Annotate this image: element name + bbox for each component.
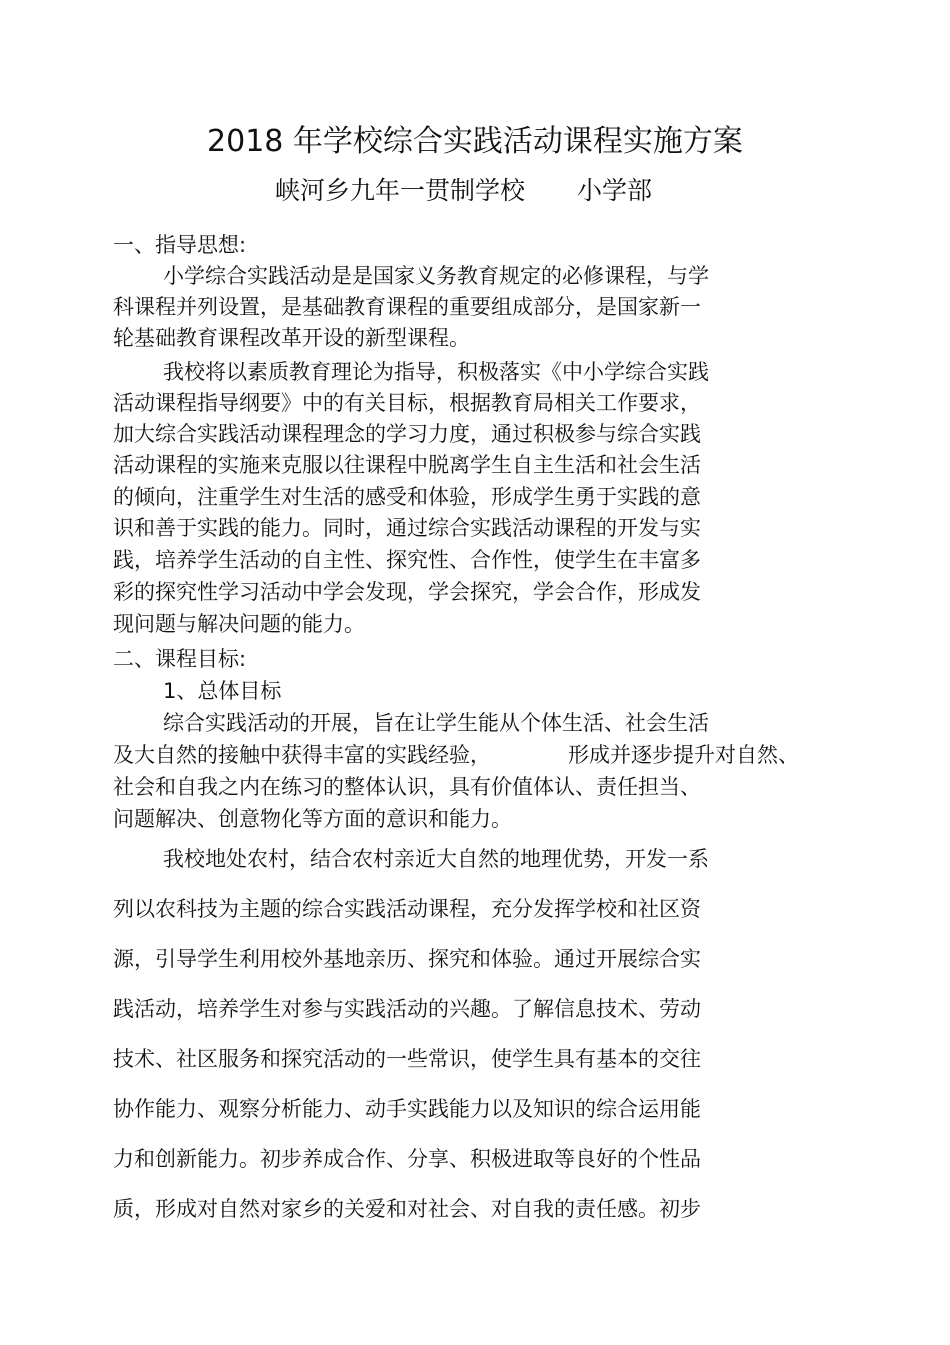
school-name: 峡河乡九年一贯制学校 (275, 176, 526, 205)
text-line: 质，形成对自然对家乡的关爱和对社会、对自我的责任感。初步 (113, 1197, 701, 1221)
document-subtitle (275, 174, 652, 208)
text-line: 综合实践活动的开展，旨在让学生能从个体生活、社会生活 (163, 711, 709, 735)
text-line: 小学综合实践活动是是国家义务教育规定的必修课程，与学 (163, 264, 709, 288)
text-line: 列以农科技为主题的综合实践活动课程，充分发挥学校和社区资 (113, 897, 701, 921)
text-line: 加大综合实践活动课程理念的学习力度，通过积极参与综合实践 (113, 422, 701, 446)
text-line: 彩的探究性学习活动中学会发现，学会探究，学会合作，形成发 (113, 580, 701, 604)
text-line: 轮基础教育课程改革开设的新型课程。 (113, 326, 470, 350)
text-line: 活动课程的实施来克服以往课程中脱离学生自主生活和社会生活 (113, 453, 701, 477)
text-line: 技术、社区服务和探究活动的一些常识，使学生具有基本的交往 (113, 1047, 701, 1071)
text-line: 问题解决、创意物化等方面的意识和能力。 (113, 807, 512, 831)
text-line: 科课程并列设置，是基础教育课程的重要组成部分，是国家新一 (113, 295, 701, 319)
text-line: 践活动，培养学生对参与实践活动的兴趣。了解信息技术、劳动 (113, 997, 701, 1021)
text-line: 协作能力、观察分析能力、动手实践能力以及知识的综合运用能 (113, 1097, 701, 1121)
text-line: 现问题与解决问题的能力。 (113, 612, 365, 636)
text-line: 及大自然的接触中获得丰富的实践经验， (113, 743, 491, 767)
text-line: 活动课程指导纲要》中的有关目标，根据教育局相关工作要求， (113, 391, 701, 415)
document-title: 2018 年学校综合实践活动课程实施方案 (207, 124, 743, 159)
text-line: 形成并逐步提升对自然、 (568, 743, 799, 767)
department-name: 小学部 (577, 176, 653, 205)
subsection-heading: 1、总体目标 (163, 679, 282, 703)
text-line: 我校将以素质教育理论为指导，积极落实《中小学综合实践 (163, 360, 709, 384)
text-line: 践，培养学生活动的自主性、探究性、合作性，使学生在丰富多 (113, 548, 701, 572)
text-line: 的倾向，注重学生对生活的感受和体验，形成学生勇于实践的意 (113, 485, 701, 509)
text-line: 社会和自我之内在练习的整体认识，具有价值体认、责任担当、 (113, 775, 701, 799)
text-line: 我校地处农村，结合农村亲近大自然的地理优势，开发一系 (163, 847, 709, 871)
text-line: 源，引导学生利用校外基地亲历、探究和体验。通过开展综合实 (113, 947, 701, 971)
text-line: 力和创新能力。初步养成合作、分享、积极进取等良好的个性品 (113, 1147, 701, 1171)
section-heading: 二、课程目标: (113, 647, 247, 671)
section-heading: 一、指导思想: (113, 233, 247, 257)
text-line: 识和善于实践的能力。同时，通过综合实践活动课程的开发与实 (113, 516, 701, 540)
